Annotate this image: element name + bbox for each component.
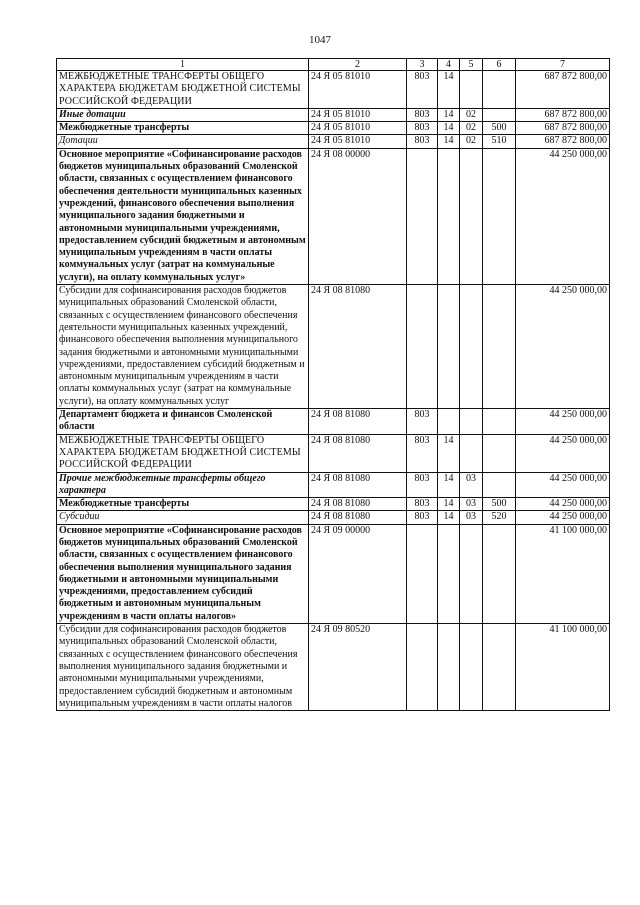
table-row [57, 108, 610, 121]
section-code-cell: 14 [438, 511, 460, 524]
column-header: 4 [438, 59, 460, 71]
department-code-cell [407, 524, 438, 623]
amount-cell: 44 250 000,00 [516, 472, 610, 498]
subsection-code-cell [460, 624, 483, 711]
row-name-cell: Субсидии для софинансирования расходов бюджетов муниципальных образований Смоленской области, связанных с осуществлением финансового обеспечения деятельности муниципальных казенных учреждений, финансового обеспечения выполнения муниципального задания бюджетными и автономными муниципальными учреждениями, предоставлением субсидий бюджетным и автономным муниципальным учреждениям в части оплаты коммунальных услуг (затрат на коммунальные услуги), на оплату коммунальных услуг [57, 285, 309, 409]
amount-cell: 687 872 800,00 [516, 122, 610, 135]
department-code-cell: 803 [407, 122, 438, 135]
target-code-cell: 24 Я 05 81010 [309, 122, 407, 135]
department-code-cell: 803 [407, 135, 438, 148]
expense-type-cell [483, 409, 516, 435]
subsection-code-cell [460, 524, 483, 623]
target-code-cell: 24 Я 08 81080 [309, 409, 407, 435]
table-row [57, 472, 610, 498]
amount-cell: 44 250 000,00 [516, 148, 610, 284]
department-code-cell [407, 285, 438, 409]
expense-type-cell: 510 [483, 135, 516, 148]
budget-table [56, 58, 610, 711]
expense-type-cell [483, 148, 516, 284]
target-code-cell: 24 Я 08 81080 [309, 472, 407, 498]
row-name-cell: Субсидии для софинансирования расходов бюджетов муниципальных образований Смоленской области, связанных с осуществлением финансового обеспечения выполнения муниципального задания бюджетными и автономными муниципальными учреждениями, предоставлением субсидий бюджетным и автономным муниципальным учреждениям в части оплаты налогов [57, 624, 309, 711]
subsection-code-cell: 03 [460, 511, 483, 524]
table-row [57, 409, 610, 435]
department-code-cell [407, 148, 438, 284]
section-code-cell [438, 148, 460, 284]
amount-cell: 44 250 000,00 [516, 434, 610, 472]
department-code-cell: 803 [407, 511, 438, 524]
subsection-code-cell [460, 285, 483, 409]
section-code-cell: 14 [438, 135, 460, 148]
column-header: 7 [516, 59, 610, 71]
amount-cell: 44 250 000,00 [516, 498, 610, 511]
expense-type-cell [483, 524, 516, 623]
target-code-cell: 24 Я 09 80520 [309, 624, 407, 711]
table-row [57, 624, 610, 711]
amount-cell: 687 872 800,00 [516, 135, 610, 148]
expense-type-cell [483, 285, 516, 409]
section-code-cell: 14 [438, 108, 460, 121]
department-code-cell: 803 [407, 472, 438, 498]
amount-cell: 44 250 000,00 [516, 409, 610, 435]
department-code-cell: 803 [407, 409, 438, 435]
row-name-cell: Межбюджетные трансферты [57, 498, 309, 511]
target-code-cell: 24 Я 09 00000 [309, 524, 407, 623]
expense-type-cell [483, 71, 516, 109]
target-code-cell: 24 Я 08 81080 [309, 511, 407, 524]
subsection-code-cell: 02 [460, 108, 483, 121]
subsection-code-cell: 02 [460, 122, 483, 135]
subsection-code-cell [460, 148, 483, 284]
page-number: 1047 [309, 34, 331, 46]
table-row [57, 285, 610, 409]
expense-type-cell [483, 624, 516, 711]
section-code-cell: 14 [438, 498, 460, 511]
column-header: 5 [460, 59, 483, 71]
table-row [57, 434, 610, 472]
section-code-cell [438, 524, 460, 623]
table-row [57, 135, 610, 148]
table-row [57, 71, 610, 109]
column-header: 3 [407, 59, 438, 71]
row-name-cell: Основное мероприятие «Софинансирование расходов бюджетов муниципальных образований Смоленской области, связанных с осуществлением финансового обеспечения деятельности муниципальных казенных учреждений, финансового обеспечения выполнения муниципального задания бюджетными и автономными муниципальными учреждениями, предоставлением субсидий бюджетным и автономным муниципальным учреждениям в части оплаты коммунальных услуг (затрат на коммунальные услуги), на оплату коммунальных услуг» [57, 148, 309, 284]
target-code-cell: 24 Я 08 00000 [309, 148, 407, 284]
subsection-code-cell: 03 [460, 498, 483, 511]
amount-cell: 687 872 800,00 [516, 71, 610, 109]
section-code-cell [438, 624, 460, 711]
subsection-code-cell [460, 434, 483, 472]
row-name-cell: Межбюджетные трансферты [57, 122, 309, 135]
expense-type-cell: 520 [483, 511, 516, 524]
section-code-cell [438, 409, 460, 435]
row-name-cell: Иные дотации [57, 108, 309, 121]
row-name-cell: МЕЖБЮДЖЕТНЫЕ ТРАНСФЕРТЫ ОБЩЕГО ХАРАКТЕРА БЮДЖЕТАМ БЮДЖЕТНОЙ СИСТЕМЫ РОССИЙСКОЙ ФЕДЕРАЦИИ [57, 434, 309, 472]
department-code-cell [407, 624, 438, 711]
table-header-row [57, 59, 610, 71]
target-code-cell: 24 Я 05 81010 [309, 71, 407, 109]
expense-type-cell: 500 [483, 498, 516, 511]
target-code-cell: 24 Я 05 81010 [309, 108, 407, 121]
table-row [57, 148, 610, 284]
row-name-cell: Прочие межбюджетные трансферты общего характера [57, 472, 309, 498]
column-header: 2 [309, 59, 407, 71]
target-code-cell: 24 Я 08 81080 [309, 498, 407, 511]
section-code-cell: 14 [438, 122, 460, 135]
amount-cell: 44 250 000,00 [516, 285, 610, 409]
row-name-cell: Субсидии [57, 511, 309, 524]
row-name-cell: Дотации [57, 135, 309, 148]
target-code-cell: 24 Я 05 81010 [309, 135, 407, 148]
subsection-code-cell: 03 [460, 472, 483, 498]
department-code-cell: 803 [407, 108, 438, 121]
amount-cell: 687 872 800,00 [516, 108, 610, 121]
expense-type-cell [483, 434, 516, 472]
table-row [57, 524, 610, 623]
amount-cell: 44 250 000,00 [516, 511, 610, 524]
department-code-cell: 803 [407, 71, 438, 109]
section-code-cell: 14 [438, 434, 460, 472]
column-header: 6 [483, 59, 516, 71]
subsection-code-cell [460, 71, 483, 109]
section-code-cell: 14 [438, 472, 460, 498]
table-row [57, 122, 610, 135]
table-row [57, 511, 610, 524]
department-code-cell: 803 [407, 498, 438, 511]
row-name-cell: МЕЖБЮДЖЕТНЫЕ ТРАНСФЕРТЫ ОБЩЕГО ХАРАКТЕРА БЮДЖЕТАМ БЮДЖЕТНОЙ СИСТЕМЫ РОССИЙСКОЙ ФЕДЕРАЦИИ [57, 71, 309, 109]
target-code-cell: 24 Я 08 81080 [309, 434, 407, 472]
expense-type-cell [483, 472, 516, 498]
subsection-code-cell: 02 [460, 135, 483, 148]
row-name-cell: Департамент бюджета и финансов Смоленской области [57, 409, 309, 435]
target-code-cell: 24 Я 08 81080 [309, 285, 407, 409]
section-code-cell: 14 [438, 71, 460, 109]
table-row [57, 498, 610, 511]
amount-cell: 41 100 000,00 [516, 524, 610, 623]
section-code-cell [438, 285, 460, 409]
expense-type-cell: 500 [483, 122, 516, 135]
department-code-cell: 803 [407, 434, 438, 472]
amount-cell: 41 100 000,00 [516, 624, 610, 711]
expense-type-cell [483, 108, 516, 121]
column-header: 1 [57, 59, 309, 71]
row-name-cell: Основное мероприятие «Софинансирование расходов бюджетов муниципальных образований Смоленской области, связанных с осуществлением финансового обеспечения выполнения муниципального задания бюджетными и автономными муниципальными учреждениями, предоставлением субсидий бюджетным и автономным муниципальным учреждениям в части оплаты налогов» [57, 524, 309, 623]
subsection-code-cell [460, 409, 483, 435]
